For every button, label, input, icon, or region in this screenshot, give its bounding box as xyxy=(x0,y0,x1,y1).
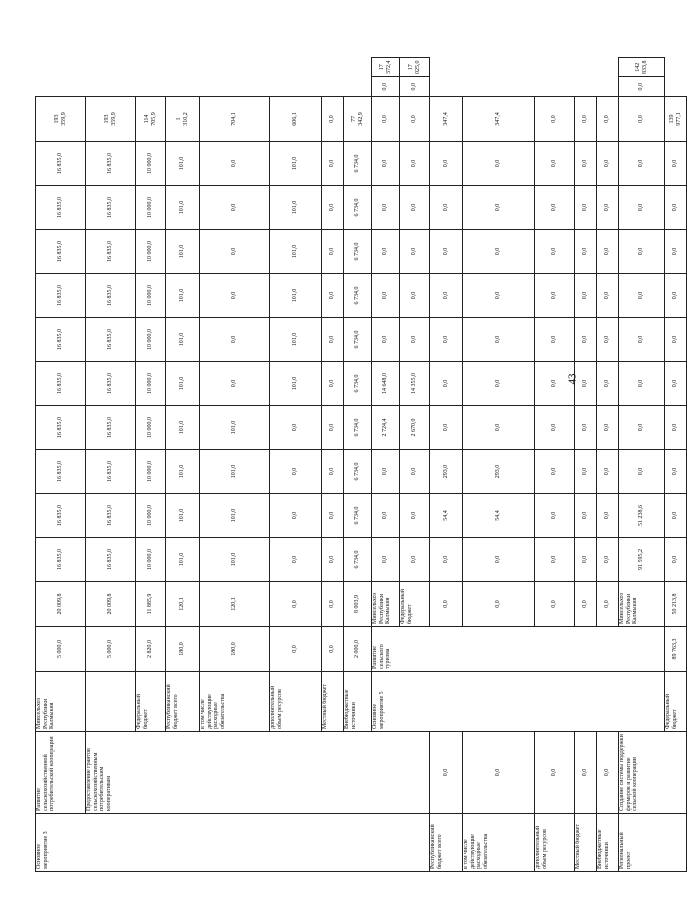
value-cell: 101,0 xyxy=(166,142,200,186)
value-cell: 0,0 xyxy=(597,450,619,494)
value-cell: 0,0 xyxy=(597,186,619,230)
value-cell: 0,0 xyxy=(597,582,619,627)
value-cell: 0,0 xyxy=(665,362,687,406)
value-cell: 6 734,0 xyxy=(344,406,372,450)
value-cell: 0,0 xyxy=(535,582,575,627)
value-cell: 101,0 xyxy=(166,450,200,494)
value-cell: 0,0 xyxy=(463,142,535,186)
value-cell: 0,0 xyxy=(535,318,575,362)
value-cell: 0,0 xyxy=(575,582,597,627)
value-cell: 8 003,9 xyxy=(344,582,372,627)
value-cell: 0,0 xyxy=(322,186,344,230)
value-cell: 6 734,0 xyxy=(344,230,372,274)
value-cell: 101,0 xyxy=(270,318,322,362)
value-cell: 0,0 xyxy=(372,274,400,318)
value-cell: 0,0 xyxy=(597,362,619,406)
label-cell: Основное мероприятие 3 xyxy=(36,814,430,872)
value-cell: 11 885,9 xyxy=(136,582,166,627)
value-cell: 14 648,0 xyxy=(372,362,400,406)
value-cell: 6 734,0 xyxy=(344,494,372,538)
value-cell: 0,0 xyxy=(619,97,665,142)
value-cell: 1 310,2 xyxy=(166,97,200,142)
value-cell: 0,0 xyxy=(372,450,400,494)
value-cell: 17 025,0 xyxy=(400,58,430,78)
value-cell: 16 835,0 xyxy=(86,450,136,494)
value-cell: 16 835,0 xyxy=(36,142,86,186)
value-cell: 0,0 xyxy=(575,230,597,274)
value-cell: 0,0 xyxy=(575,362,597,406)
value-cell: 6 734,0 xyxy=(344,186,372,230)
value-cell: 0,0 xyxy=(665,494,687,538)
value-cell: 101,0 xyxy=(166,274,200,318)
value-cell: 0,0 xyxy=(597,406,619,450)
value-cell: 16 835,0 xyxy=(86,186,136,230)
value-cell: 10 000,0 xyxy=(136,450,166,494)
value-cell: 16 835,0 xyxy=(36,450,86,494)
value-cell: 0,0 xyxy=(665,538,687,582)
value-cell: 10 000,0 xyxy=(136,142,166,186)
value-cell: 0,0 xyxy=(200,362,270,406)
table-row xyxy=(430,58,463,872)
value-cell: 0,0 xyxy=(400,97,430,142)
value-cell: 0,0 xyxy=(322,142,344,186)
value-cell: 16 835,0 xyxy=(86,274,136,318)
value-cell: 0,0 xyxy=(535,186,575,230)
value-cell: 0,0 xyxy=(322,318,344,362)
value-cell: 20 009,8 xyxy=(36,582,86,627)
value-cell: 0,0 xyxy=(430,230,463,274)
value-cell: 6 734,0 xyxy=(344,274,372,318)
value-cell: 0,0 xyxy=(400,142,430,186)
value-cell: 0,0 xyxy=(535,406,575,450)
label-cell: Федеральный бюджет xyxy=(665,672,687,732)
value-cell: 347,4 xyxy=(463,97,535,142)
label-cell xyxy=(86,672,136,732)
value-cell: 0,0 xyxy=(597,538,619,582)
value-cell: 0,0 xyxy=(535,494,575,538)
label-cell: Минсельхоз Республики Калмыкия xyxy=(36,672,86,732)
value-cell: 0,0 xyxy=(430,406,463,450)
value-cell: 0,0 xyxy=(400,318,430,362)
table-row xyxy=(597,58,619,872)
value-cell: 16 835,0 xyxy=(86,318,136,362)
value-cell: 0,0 xyxy=(200,230,270,274)
value-cell: 0,0 xyxy=(575,318,597,362)
value-cell: 101,0 xyxy=(166,318,200,362)
value-cell: 0,0 xyxy=(200,274,270,318)
value-cell: 0,0 xyxy=(372,538,400,582)
value-cell: 0,0 xyxy=(400,186,430,230)
value-cell: 0,0 xyxy=(463,230,535,274)
value-cell: 10 000,0 xyxy=(136,318,166,362)
value-cell: 0,0 xyxy=(535,230,575,274)
value-cell: 16 835,0 xyxy=(36,274,86,318)
value-cell: 10 000,0 xyxy=(136,274,166,318)
label-cell: Местный бюджет xyxy=(322,672,344,732)
value-cell: 0,0 xyxy=(619,230,665,274)
value-cell: 0,0 xyxy=(597,318,619,362)
value-cell: 101,0 xyxy=(200,450,270,494)
value-cell: 6 734,0 xyxy=(344,538,372,582)
value-cell: 0,0 xyxy=(430,362,463,406)
label-cell: Развитие сельскохозяйственной потребительской кооперации xyxy=(36,732,86,814)
label-cell: в том числе действующие расходные обязательства xyxy=(200,672,270,732)
value-cell: 0,0 xyxy=(400,494,430,538)
value-cell: 6 734,0 xyxy=(344,362,372,406)
value-cell: 16 835,0 xyxy=(86,406,136,450)
value-cell: 0,0 xyxy=(463,318,535,362)
value-cell: 0,0 xyxy=(575,186,597,230)
label-cell: Минсельхоз Республики Калмыкия xyxy=(372,582,400,627)
value-cell: 16 835,0 xyxy=(36,406,86,450)
value-cell: 16 835,0 xyxy=(36,186,86,230)
value-cell: 14 355,0 xyxy=(400,362,430,406)
value-cell: 0,0 xyxy=(575,494,597,538)
label-cell: дополнительный объем ресурсов xyxy=(535,814,575,872)
value-cell: 0,0 xyxy=(430,186,463,230)
value-cell: 16 835,0 xyxy=(36,362,86,406)
value-cell: 0,0 xyxy=(372,230,400,274)
page-number: 43 xyxy=(566,373,579,385)
value-cell: 193 359,9 xyxy=(36,97,86,142)
label-cell: Минсельхоз Республики Калмыкия xyxy=(619,582,665,627)
value-cell: 0,0 xyxy=(372,318,400,362)
value-cell: 0,0 xyxy=(322,538,344,582)
value-cell: 0,0 xyxy=(619,318,665,362)
value-cell: 180,0 xyxy=(200,627,270,672)
value-cell: 0,0 xyxy=(400,230,430,274)
value-cell: 0,0 xyxy=(322,494,344,538)
value-cell: 0,0 xyxy=(322,627,344,672)
value-cell: 704,1 xyxy=(200,97,270,142)
value-cell: 0,0 xyxy=(597,230,619,274)
table-row xyxy=(36,58,86,872)
table-row xyxy=(86,58,136,872)
budget-table xyxy=(35,57,687,872)
value-cell: 5 000,0 xyxy=(86,627,136,672)
value-cell: 0,0 xyxy=(430,538,463,582)
value-cell: 16 835,0 xyxy=(36,318,86,362)
label-cell: Республиканский бюджет всего xyxy=(166,672,200,732)
value-cell: 0,0 xyxy=(463,186,535,230)
label-cell: дополнительный объем ресурсов xyxy=(270,672,322,732)
value-cell: 89 763,3 xyxy=(665,627,687,672)
value-cell: 51 238,6 xyxy=(619,494,665,538)
value-cell: 0,0 xyxy=(575,406,597,450)
value-cell: 0,0 xyxy=(430,142,463,186)
value-cell: 16 835,0 xyxy=(36,230,86,274)
value-cell: 101,0 xyxy=(166,362,200,406)
label-cell: в том числе действующие расходные обязательства xyxy=(463,814,535,872)
value-cell: 10 000,0 xyxy=(136,538,166,582)
value-cell: 0,0 xyxy=(430,274,463,318)
value-cell: 101,0 xyxy=(166,230,200,274)
value-cell: 0,0 xyxy=(463,732,535,814)
value-cell: 16 835,0 xyxy=(86,142,136,186)
value-cell: 2 000,0 xyxy=(344,627,372,672)
label-cell: Местный бюджет xyxy=(575,814,597,872)
value-cell: 0,0 xyxy=(270,450,322,494)
label-cell: Предоставление грантов сельскохозяйственным потребительским кооперативам xyxy=(86,732,430,814)
value-cell: 77 342,9 xyxy=(344,97,372,142)
value-cell: 101,0 xyxy=(166,406,200,450)
value-cell: 0,0 xyxy=(463,582,535,627)
value-cell: 0,0 xyxy=(665,142,687,186)
value-cell: 0,0 xyxy=(322,230,344,274)
value-cell: 0,0 xyxy=(270,627,322,672)
value-cell: 91 595,2 xyxy=(619,538,665,582)
value-cell: 0,0 xyxy=(372,186,400,230)
value-cell: 50 213,8 xyxy=(665,582,687,627)
value-cell: 0,0 xyxy=(400,538,430,582)
value-cell: 293,0 xyxy=(430,450,463,494)
value-cell: 0,0 xyxy=(665,450,687,494)
table-row xyxy=(619,58,665,872)
value-cell: 101,0 xyxy=(200,406,270,450)
value-cell: 5 000,0 xyxy=(36,627,86,672)
value-cell: 101,0 xyxy=(270,362,322,406)
value-cell: 0,0 xyxy=(430,732,463,814)
label-cell: Республиканский бюджет всего xyxy=(430,814,463,872)
value-cell: 0,0 xyxy=(270,406,322,450)
value-cell: 180,0 xyxy=(166,627,200,672)
value-cell: 0,0 xyxy=(463,274,535,318)
value-cell: 17 372,4 xyxy=(372,58,400,78)
value-cell: 101,0 xyxy=(166,538,200,582)
value-cell: 0,0 xyxy=(597,142,619,186)
label-cell: Федеральный бюджет xyxy=(400,582,430,627)
value-cell: 54,4 xyxy=(463,494,535,538)
value-cell: 2 670,0 xyxy=(400,406,430,450)
label-cell: Федеральный бюджет xyxy=(136,672,166,732)
value-cell: 101,0 xyxy=(200,538,270,582)
value-cell: 0,0 xyxy=(575,732,597,814)
value-cell: 0,0 xyxy=(619,274,665,318)
value-cell: 10 000,0 xyxy=(136,494,166,538)
value-cell: 16 835,0 xyxy=(36,494,86,538)
label-cell: Создание системы поддержки фермеров и развитие сельской кооперации xyxy=(619,732,687,814)
value-cell: 101,0 xyxy=(270,142,322,186)
table-row xyxy=(575,58,597,872)
value-cell: 0,0 xyxy=(575,538,597,582)
value-cell: 2 820,0 xyxy=(136,627,166,672)
value-cell: 0,0 xyxy=(597,732,619,814)
label-cell: Основное мероприятие 5 xyxy=(372,672,665,732)
value-cell: 0,0 xyxy=(270,538,322,582)
value-cell: 606,1 xyxy=(270,97,322,142)
value-cell: 0,0 xyxy=(322,97,344,142)
value-cell: 0,0 xyxy=(322,406,344,450)
value-cell: 0,0 xyxy=(322,450,344,494)
rotated-budget-table-container xyxy=(35,57,682,872)
value-cell: 101,0 xyxy=(270,186,322,230)
value-cell: 101,0 xyxy=(270,274,322,318)
value-cell: 101,0 xyxy=(270,230,322,274)
value-cell: 0,0 xyxy=(575,97,597,142)
table-row xyxy=(535,58,575,872)
value-cell: 0,0 xyxy=(535,450,575,494)
value-cell: 2 724,4 xyxy=(372,406,400,450)
value-cell: 0,0 xyxy=(535,732,575,814)
value-cell: 0,0 xyxy=(619,142,665,186)
value-cell: 114 705,9 xyxy=(136,97,166,142)
value-cell: 0,0 xyxy=(322,362,344,406)
value-cell: 16 835,0 xyxy=(86,362,136,406)
value-cell: 0,0 xyxy=(597,97,619,142)
value-cell: 347,4 xyxy=(430,97,463,142)
value-cell: 101,0 xyxy=(166,494,200,538)
value-cell: 142 833,8 xyxy=(619,58,665,78)
value-cell: 16 835,0 xyxy=(86,230,136,274)
value-cell: 16 835,0 xyxy=(36,538,86,582)
value-cell: 0,0 xyxy=(400,450,430,494)
value-cell: 16 835,0 xyxy=(86,538,136,582)
label-cell: Региональный проект xyxy=(619,814,687,872)
value-cell: 0,0 xyxy=(430,582,463,627)
value-cell: 0,0 xyxy=(535,274,575,318)
value-cell: 0,0 xyxy=(619,186,665,230)
value-cell: 0,0 xyxy=(619,406,665,450)
value-cell: 0,0 xyxy=(619,362,665,406)
table-row xyxy=(463,58,535,872)
value-cell: 0,0 xyxy=(665,406,687,450)
value-cell: 139 977,1 xyxy=(665,97,687,142)
value-cell: 0,0 xyxy=(665,274,687,318)
label-cell: Развитие сельского туризма xyxy=(372,627,665,672)
label-cell: Внебюджетные источники xyxy=(344,672,372,732)
value-cell: 0,0 xyxy=(575,274,597,318)
value-cell: 193 359,9 xyxy=(86,97,136,142)
value-cell: 54,4 xyxy=(430,494,463,538)
value-cell: 120,1 xyxy=(166,582,200,627)
value-cell: 10 000,0 xyxy=(136,230,166,274)
value-cell: 101,0 xyxy=(200,494,270,538)
value-cell: 20 009,8 xyxy=(86,582,136,627)
value-cell: 0,0 xyxy=(619,77,665,97)
value-cell: 6 734,0 xyxy=(344,450,372,494)
value-cell: 0,0 xyxy=(575,142,597,186)
value-cell: 0,0 xyxy=(270,582,322,627)
value-cell: 0,0 xyxy=(463,406,535,450)
value-cell: 0,0 xyxy=(372,142,400,186)
value-cell: 10 000,0 xyxy=(136,362,166,406)
value-cell: 0,0 xyxy=(463,538,535,582)
value-cell: 0,0 xyxy=(535,97,575,142)
value-cell: 0,0 xyxy=(200,318,270,362)
value-cell: 0,0 xyxy=(535,142,575,186)
value-cell: 0,0 xyxy=(597,494,619,538)
label-cell: Внебюджетные источники xyxy=(597,814,619,872)
value-cell: 16 835,0 xyxy=(86,494,136,538)
value-cell: 0,0 xyxy=(665,318,687,362)
value-cell: 0,0 xyxy=(597,274,619,318)
value-cell: 0,0 xyxy=(665,186,687,230)
value-cell: 0,0 xyxy=(575,450,597,494)
value-cell: 0,0 xyxy=(372,77,400,97)
value-cell: 0,0 xyxy=(322,274,344,318)
value-cell: 6 734,0 xyxy=(344,318,372,362)
value-cell: 0,0 xyxy=(665,230,687,274)
value-cell: 120,1 xyxy=(200,582,270,627)
value-cell: 0,0 xyxy=(200,142,270,186)
value-cell: 10 000,0 xyxy=(136,406,166,450)
value-cell: 0,0 xyxy=(200,186,270,230)
value-cell: 0,0 xyxy=(322,582,344,627)
value-cell: 0,0 xyxy=(400,274,430,318)
value-cell: 0,0 xyxy=(535,538,575,582)
value-cell: 0,0 xyxy=(535,362,575,406)
value-cell: 0,0 xyxy=(430,318,463,362)
value-cell: 0,0 xyxy=(270,494,322,538)
value-cell: 0,0 xyxy=(372,494,400,538)
value-cell: 101,0 xyxy=(166,186,200,230)
value-cell: 0,0 xyxy=(463,362,535,406)
value-cell: 10 000,0 xyxy=(136,186,166,230)
value-cell: 0,0 xyxy=(372,97,400,142)
value-cell: 293,0 xyxy=(463,450,535,494)
value-cell: 6 734,0 xyxy=(344,142,372,186)
value-cell: 0,0 xyxy=(619,450,665,494)
value-cell: 0,0 xyxy=(400,77,430,97)
